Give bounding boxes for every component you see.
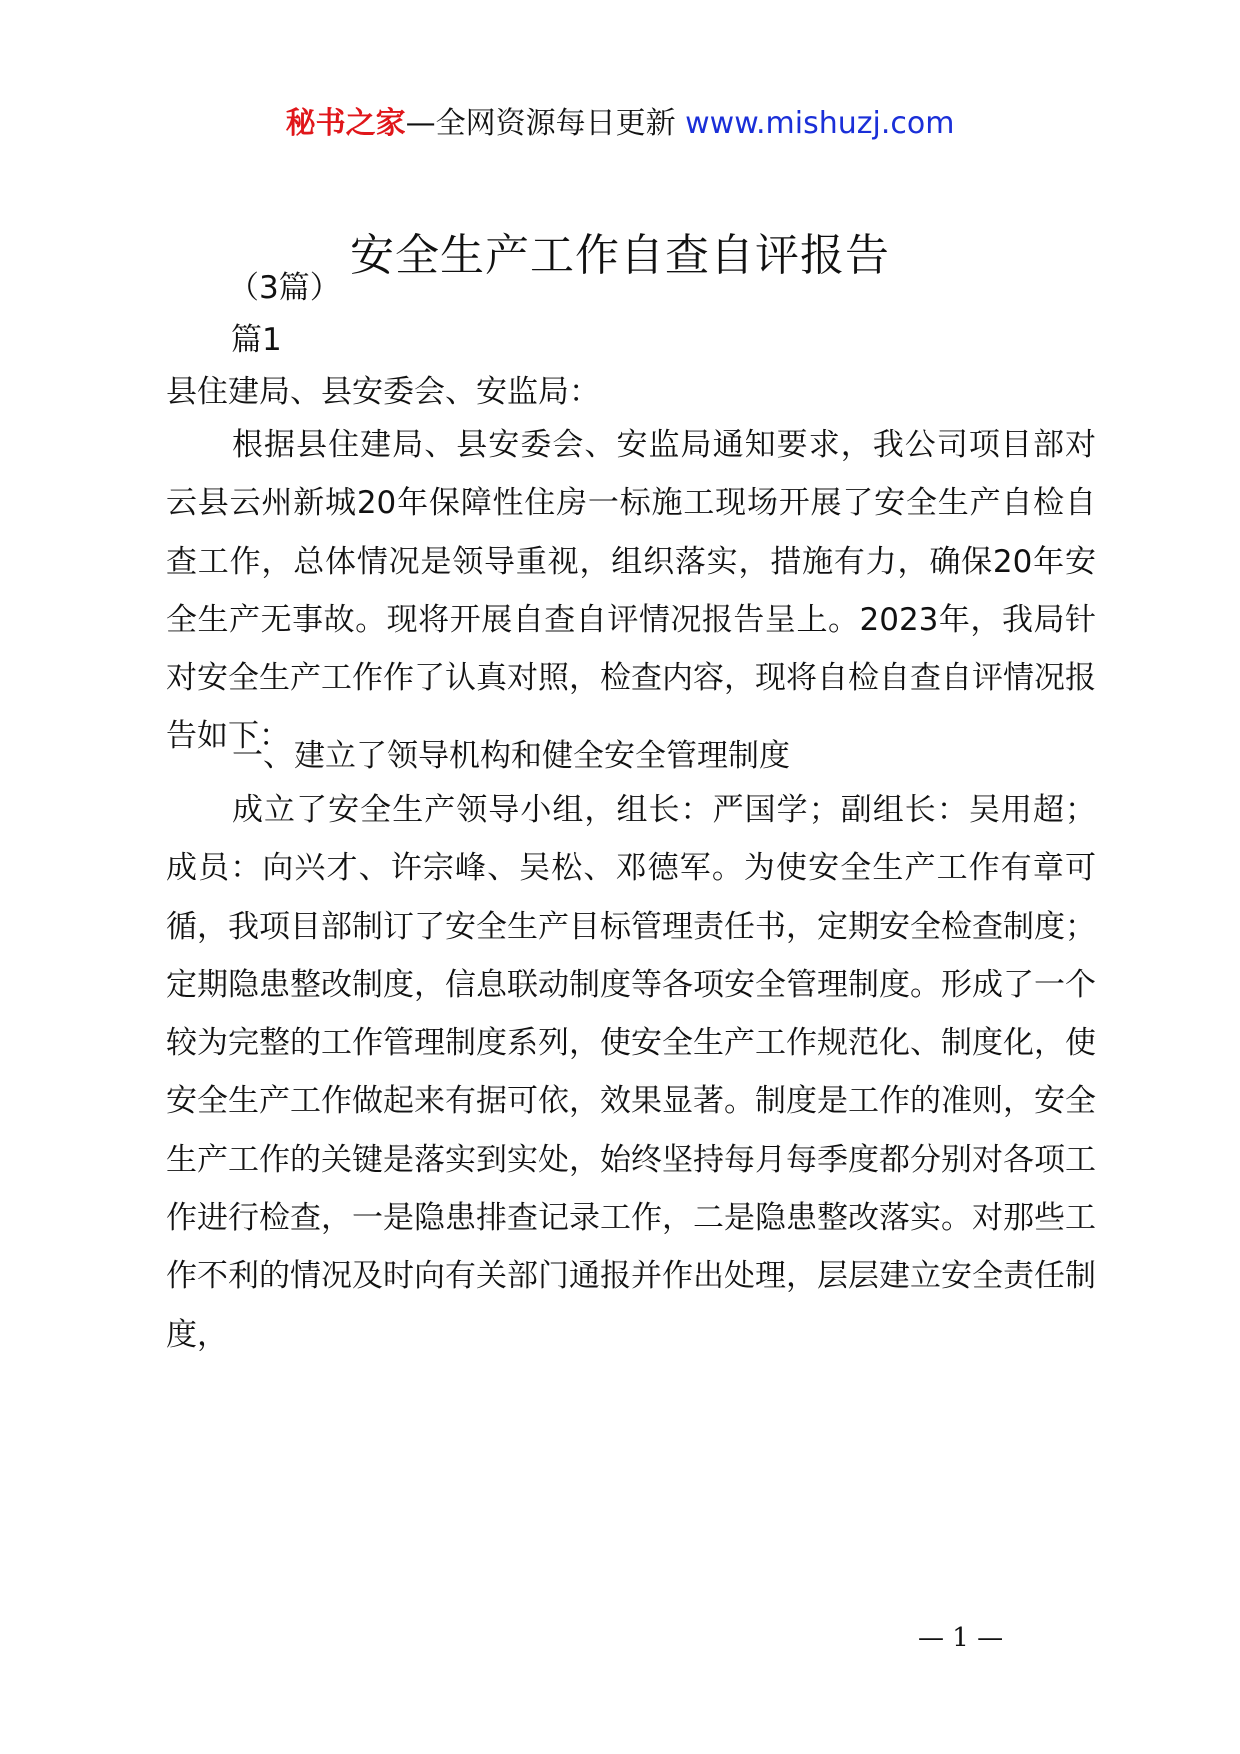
site-banner (0, 102, 1240, 146)
body-paragraph-intro: 根据县住建局、县安委会、安监局通知要求，我公司项目部对云县云州新城20年保障性住房一标施工现场开展了安全生产自检自查工作，总体情况是领导重视，组织落实，措施有力，确保20年安全生产无事故。现将开展自查自评情况报告呈上。2023年，我局针对安全生产工作作了认真对照，检查内容，现将自检自查自评情况报告如下： (166, 427, 1096, 755)
salutation: 县住建局、县安委会、安监局： (166, 374, 600, 410)
site-brand: 秘书之家 (285, 106, 406, 141)
article-count-note: （3篇） (228, 270, 341, 306)
section-heading: 一、建立了领导机构和健全安全管理制度 (232, 738, 790, 774)
site-url-link[interactable]: www.mishuzj.com (685, 106, 955, 141)
site-tagline: —全网资源每日更新 (405, 106, 676, 141)
part-label: 篇1 (231, 322, 282, 358)
page-number: — 1 — (918, 1623, 1004, 1653)
body-paragraph-leadership: 成立了安全生产领导小组，组长：严国学；副组长：吴用超；成员：向兴才、许宗峰、吴松、邓德军。为使安全生产工作有章可循，我项目部制订了安全生产目标管理责任书，定期安全检查制度；定期隐患整改制度，信息联动制度等各项安全管理制度。形成了一个较为完整的工作管理制度系列，使安全生产工作规范化、制度化，使安全生产工作做起来有据可依，效果显著。制度是工作的准则，安全生产工作的关键是落实到实处，始终坚持每月每季度都分别对各项工作进行检查，一是隐患排查记录工作，二是隐患整改落实。对那些工作不利的情况及时向有关部门通报并作出处理，层层建立安全责任制度， (166, 792, 1096, 1353)
document-title: 安全生产工作自查自评报告 (350, 230, 890, 281)
